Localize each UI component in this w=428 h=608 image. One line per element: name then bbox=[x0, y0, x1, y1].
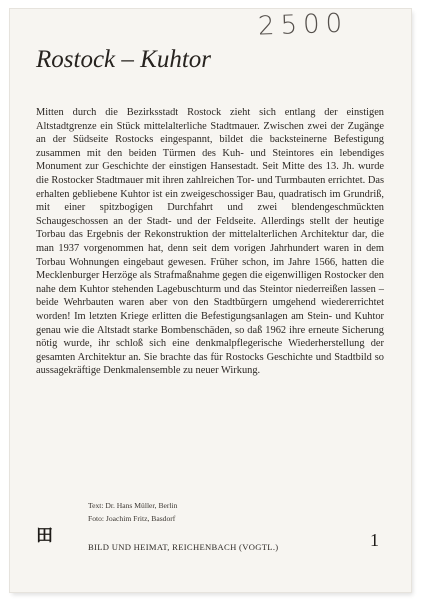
page-number: 1 bbox=[370, 530, 379, 550]
text-credit: Text: Dr. Hans Müller, Berlin bbox=[88, 501, 178, 510]
publisher-logo-icon: 田 bbox=[36, 526, 53, 546]
photo-credit: Foto: Joachim Fritz, Basdorf bbox=[88, 513, 176, 523]
credits bbox=[88, 500, 177, 525]
body-paragraph: Mitten durch die Bezirksstadt Rostock zieht sich entlang der einstigen Altstadtgrenze ein Stück mittelalterliche Stadtmauer. Zwischen zwei der Zugänge an der Südseite Rostocks eingespannt, bildet die backsteinerne Befestigung zusammen mit den beiden Türmen des Kuh- und Steintores ein lebendiges Monument zur Geschichte der einstigen Hansestadt. Seit Mitte des 13. Jh. wurde die Rostocker Stadtmauer mit ihren zahlreichen Tor- und Turmbauten errichtet. Das erhalten gebliebene Kuhtor ist ein zweigeschossiger Bau, quadratisch im Grundriß, mit einer spitzbogigen Durchfahrt und zwei blendengeschmückten Schaugeschossen an der Stadt- und der Feldseite. Allerdings stellt der heutige Torbau das Ergebnis der Rekonstruktion der mittelalterlichen Architektur dar, die man 1937 vorgenommen hat, denn seit dem vorigen Jahrhundert waren in dem Torbau Wohnungen eingebaut gewesen. Früher schon, im Jahre 1566, hatten die Mecklenburger Herzöge als Strafmaßnahme gegen die eigenwilligen Rostocker den nahe dem Kuhtor stehenden Lagebuschturm und das Steintor niederreißen lassen – beide Wehrbauten waren aber von den Stadtbürgern umgehend wiedererrichtet worden! Im letzten Kriege erlitten die Befestigungsanlagen am Stein- und Kuhtor genau wie die Altstadt starke Bombenschäden, so daß 1962 ihre erneute Sicherung nötig wurde, ihr schloß sich eine denkmalpflegerische Wiederherstellung der gesamten Architektur an. Sie brachte das für Rostocks Geschichte und Stadtbild so aussagekräftige Denkmalensemble zu neuer Wirkung. bbox=[36, 107, 384, 377]
publisher-line: BILD UND HEIMAT, REICHENBACH (VOGTL.) bbox=[88, 542, 279, 552]
handwritten-price: 2500 bbox=[257, 8, 349, 42]
page-title: Rostock – Kuhtor bbox=[36, 46, 211, 73]
